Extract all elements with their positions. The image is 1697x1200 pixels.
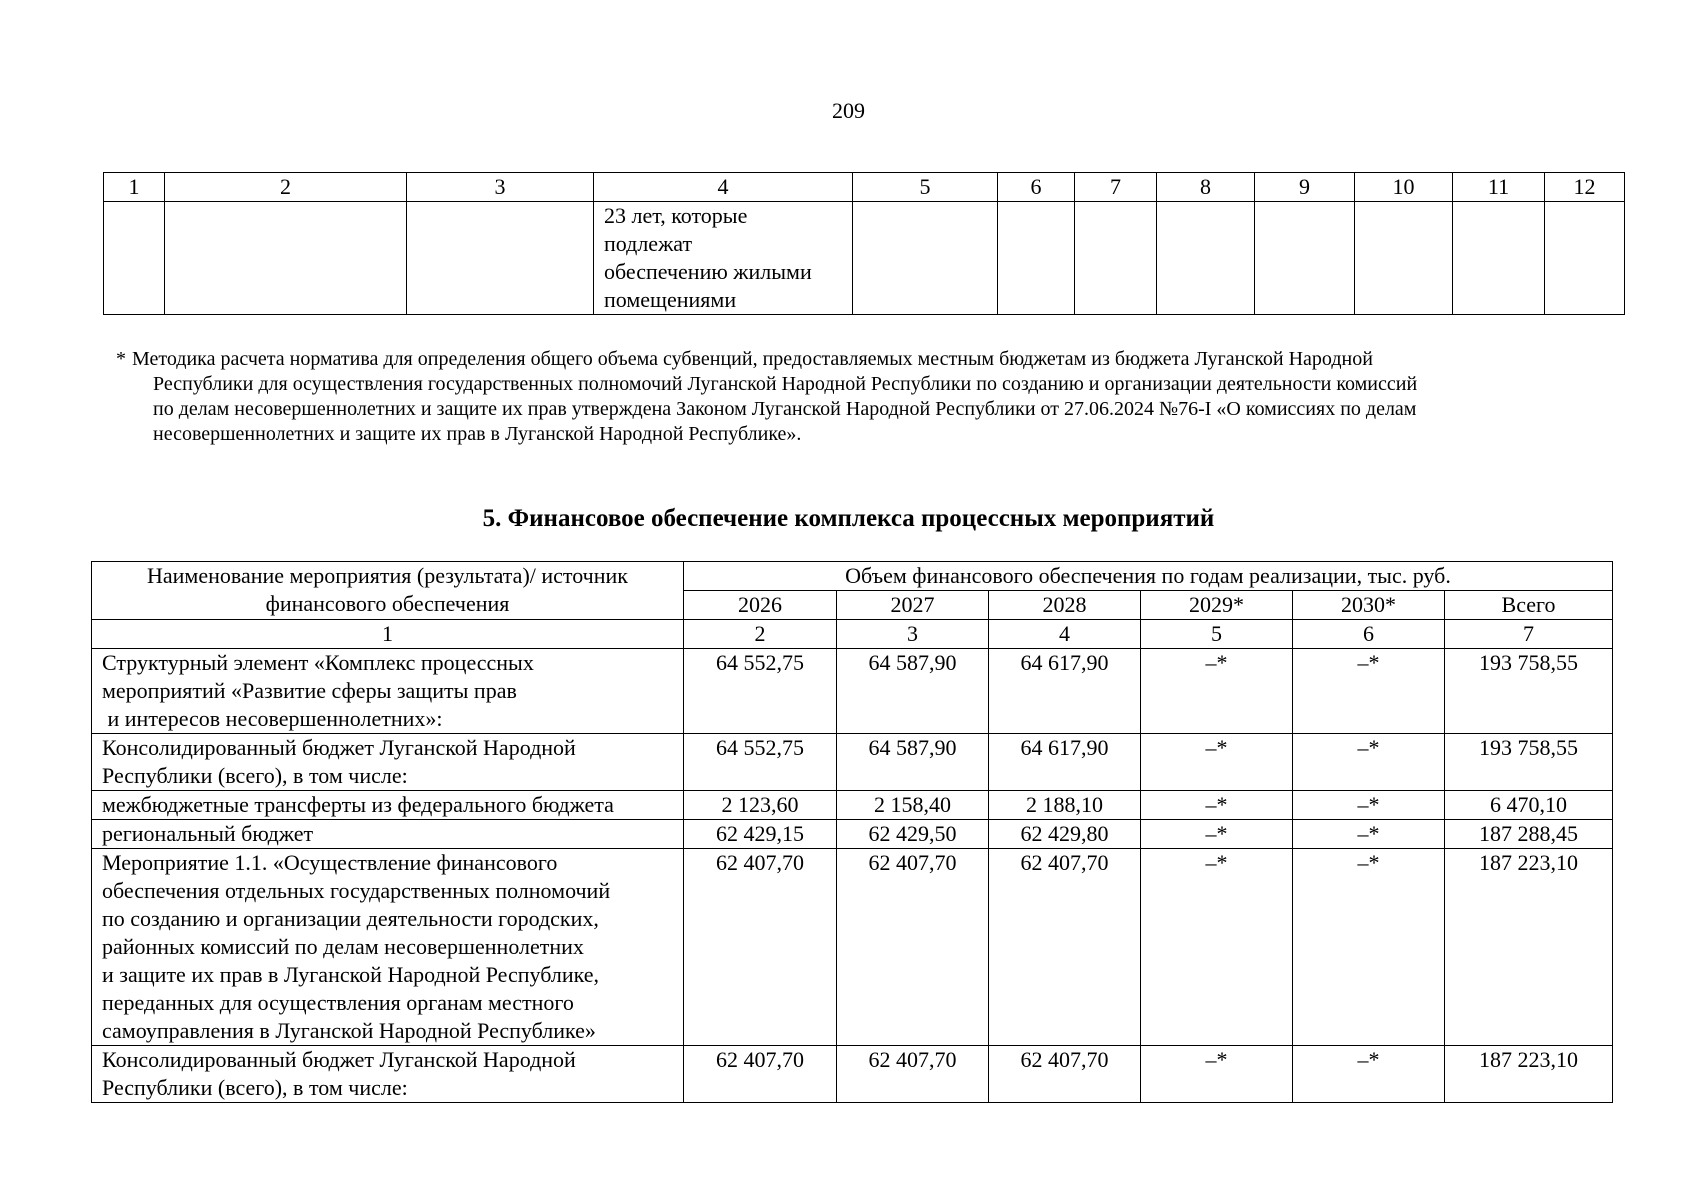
column-number: 9	[1255, 173, 1355, 202]
value-cell: 64 552,75	[684, 734, 837, 791]
footnote-marker: *	[116, 348, 126, 370]
section-title: 5. Финансовое обеспечение комплекса процессных мероприятий	[482, 505, 1215, 532]
column-number: 7	[1445, 620, 1613, 649]
row-name-line: и защите их прав в Луганской Народной Республике,	[102, 962, 600, 987]
row-name-cell	[92, 1046, 684, 1103]
column-number: 2	[684, 620, 837, 649]
total-value-cell: 6 470,10	[1445, 791, 1613, 820]
finance-table-body	[92, 649, 1613, 1103]
footnote-line: по делам несовершеннолетних и защите их прав утверждена Законом Луганской Народной Республики от 27.06.2024 №76-I «О комиссиях по делам	[153, 398, 1417, 420]
row-name-line: районных комиссий по делам несовершеннолетних	[102, 934, 584, 959]
row-name-line: Консолидированный бюджет Луганской Народной	[102, 735, 576, 760]
column-number: 7	[1075, 173, 1157, 202]
value-cell: –*	[1141, 649, 1293, 734]
column-number: 1	[104, 173, 165, 202]
footnote-line: Методика расчета норматива для определения общего объема субвенций, предоставляемых местным бюджетам из бюджета Луганской Народной	[132, 348, 1373, 370]
year-header: 2029*	[1141, 591, 1293, 620]
cell-line: помещениями	[604, 287, 737, 312]
row-name-line: переданных для осуществления органам местного	[102, 990, 574, 1015]
value-cell: –*	[1141, 734, 1293, 791]
total-value-cell: 187 288,45	[1445, 820, 1613, 849]
column-number-row	[104, 173, 1625, 202]
value-cell: –*	[1293, 820, 1445, 849]
value-cell: –*	[1141, 791, 1293, 820]
row-name-line: самоуправления в Луганской Народной Республике»	[102, 1018, 596, 1043]
column-number: 3	[407, 173, 594, 202]
cell-line: подлежат	[604, 231, 693, 256]
row-name-line: Республики (всего), в том числе:	[102, 763, 408, 788]
row-name-cell	[92, 820, 684, 849]
column-number: 2	[165, 173, 407, 202]
continuation-table	[103, 172, 1625, 315]
row-name-line: региональный бюджет	[102, 821, 314, 846]
value-cell: 62 407,70	[837, 849, 989, 1046]
value-cell: 62 407,70	[837, 1046, 989, 1103]
value-cell: 62 407,70	[989, 1046, 1141, 1103]
row-name-cell	[92, 791, 684, 820]
column-number: 4	[989, 620, 1141, 649]
header-row	[92, 562, 1613, 591]
column-number: 6	[998, 173, 1075, 202]
total-value-cell: 193 758,55	[1445, 649, 1613, 734]
value-cell: 2 188,10	[989, 791, 1141, 820]
total-value-cell: 193 758,55	[1445, 734, 1613, 791]
row-name-line: Структурный элемент «Комплекс процессных	[102, 650, 534, 675]
value-cell: –*	[1293, 1046, 1445, 1103]
header-volume: Объем финансового обеспечения по годам реализации, тыс. руб.	[684, 562, 1613, 591]
value-cell: 2 123,60	[684, 791, 837, 820]
column-number: 4	[594, 173, 853, 202]
value-cell: –*	[1293, 649, 1445, 734]
value-cell: 62 407,70	[684, 849, 837, 1046]
year-header: 2026	[684, 591, 837, 620]
value-cell: 64 587,90	[837, 734, 989, 791]
row-name-line: мероприятий «Развитие сферы защиты прав	[102, 678, 517, 703]
value-cell: 64 617,90	[989, 734, 1141, 791]
cell-line: обеспечению жилыми	[604, 259, 812, 284]
footnote-line: Республики для осуществления государственных полномочий Луганской Народной Республики по созданию и организации деятельности комиссий	[153, 373, 1418, 395]
column-number: 6	[1293, 620, 1445, 649]
year-header: 2027	[837, 591, 989, 620]
row-name-line: Консолидированный бюджет Луганской Народной	[102, 1047, 576, 1072]
value-cell: 62 429,80	[989, 820, 1141, 849]
column-number: 8	[1157, 173, 1255, 202]
table-row	[104, 202, 1625, 315]
table-row	[92, 791, 1613, 820]
column-number-row	[92, 620, 1613, 649]
value-cell: 2 158,40	[837, 791, 989, 820]
total-header: Всего	[1445, 591, 1613, 620]
table-cell-col4	[594, 202, 853, 315]
value-cell: –*	[1293, 791, 1445, 820]
header-name: Наименование мероприятия (результата)/ источник финансового обеспечения	[92, 562, 684, 620]
table-row	[92, 734, 1613, 791]
footnote-line: несовершеннолетних и защите их прав в Луганской Народной Республике».	[153, 423, 802, 445]
column-number: 11	[1453, 173, 1545, 202]
column-number: 1	[92, 620, 684, 649]
row-name-cell	[92, 849, 684, 1046]
row-name-cell	[92, 649, 684, 734]
total-value-cell: 187 223,10	[1445, 1046, 1613, 1103]
column-number: 3	[837, 620, 989, 649]
value-cell: 62 407,70	[989, 849, 1141, 1046]
column-number: 10	[1355, 173, 1453, 202]
column-number: 5	[853, 173, 998, 202]
footnote	[116, 347, 1576, 447]
table-row	[92, 649, 1613, 734]
total-value-cell: 187 223,10	[1445, 849, 1613, 1046]
table-row	[92, 1046, 1613, 1103]
finance-table	[91, 561, 1613, 1103]
page-number: 209	[832, 98, 865, 123]
value-cell: –*	[1293, 849, 1445, 1046]
value-cell: 64 617,90	[989, 649, 1141, 734]
row-name-line: по созданию и организации деятельности городских,	[102, 906, 599, 931]
value-cell: 64 587,90	[837, 649, 989, 734]
value-cell: 62 429,50	[837, 820, 989, 849]
value-cell: –*	[1141, 849, 1293, 1046]
year-header: 2028	[989, 591, 1141, 620]
value-cell: 64 552,75	[684, 649, 837, 734]
column-number: 12	[1545, 173, 1625, 202]
cell-line: 23 лет, которые	[604, 203, 748, 228]
value-cell: –*	[1293, 734, 1445, 791]
column-number: 5	[1141, 620, 1293, 649]
row-name-line: Республики (всего), в том числе:	[102, 1075, 408, 1100]
table-row	[92, 820, 1613, 849]
row-name-line: межбюджетные трансферты из федерального бюджета	[102, 792, 614, 817]
value-cell: –*	[1141, 1046, 1293, 1103]
row-name-cell	[92, 734, 684, 791]
row-name-line: обеспечения отдельных государственных полномочий	[102, 878, 611, 903]
row-name-line: и интересов несовершеннолетних»:	[102, 706, 443, 731]
year-header: 2030*	[1293, 591, 1445, 620]
value-cell: 62 429,15	[684, 820, 837, 849]
row-name-line: Мероприятие 1.1. «Осуществление финансового	[102, 850, 558, 875]
table-row	[92, 849, 1613, 1046]
value-cell: –*	[1141, 820, 1293, 849]
value-cell: 62 407,70	[684, 1046, 837, 1103]
